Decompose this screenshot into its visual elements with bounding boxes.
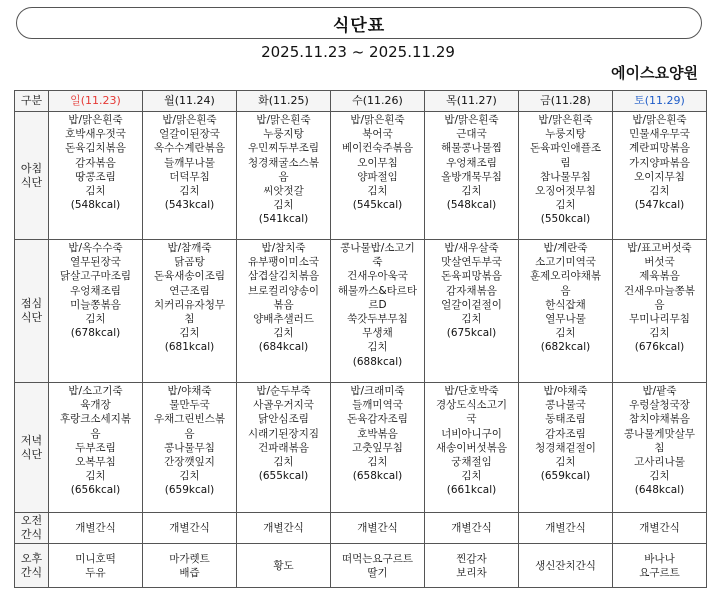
menu-line: (550kcal) — [540, 213, 591, 226]
menu-cell — [613, 240, 707, 383]
menu-cell — [237, 112, 331, 240]
menu-line: 해물콩나물찜 — [441, 142, 502, 155]
menu-line: 치커리유자청무 — [153, 298, 225, 311]
menu-line: (655kcal) — [258, 470, 309, 483]
menu-line: (648kcal) — [634, 484, 685, 497]
menu-line: 국 — [466, 413, 477, 426]
menu-cell — [331, 112, 425, 240]
menu-line: 연근조림 — [169, 284, 210, 297]
menu-line: 식단 — [20, 175, 43, 189]
day-header: 목(11.27) — [425, 91, 519, 112]
menu-line: 김치 — [461, 185, 482, 198]
menu-line: (656kcal) — [70, 484, 121, 497]
menu-line: 오후 — [20, 551, 43, 565]
menu-line: 무미나리무침 — [629, 313, 690, 326]
menu-line: 밥/참깨죽 — [167, 242, 212, 254]
menu-line: (658kcal) — [352, 470, 403, 483]
menu-line: 참나물무침 — [540, 170, 591, 183]
menu-cell — [49, 513, 143, 544]
dinner-row — [15, 383, 707, 513]
menu-line: 김치 — [649, 185, 670, 198]
header-category: 구분 — [15, 91, 49, 112]
menu-line: 무생채 — [362, 327, 393, 340]
menu-line: 오복무침 — [75, 456, 116, 469]
menu-line: 돈육파인애플조 — [529, 142, 601, 155]
row-label — [15, 240, 49, 383]
menu-line: 호박새우젓국 — [65, 128, 126, 141]
menu-line: 얼갈이겉절이 — [441, 298, 502, 311]
menu-line: 우엉채조림 — [446, 156, 497, 169]
menu-line: 개별간식 — [639, 522, 680, 535]
menu-line: (675kcal) — [446, 327, 497, 340]
menu-line: (682kcal) — [540, 341, 591, 354]
menu-line: 찐감자 — [456, 552, 487, 565]
menu-line: (661kcal) — [446, 484, 497, 497]
menu-cell — [519, 513, 613, 544]
menu-line: 닭살고구마조림 — [59, 270, 131, 283]
menu-line: 후랑크소세지볶 — [59, 413, 131, 426]
menu-cell — [613, 544, 707, 588]
menu-cell — [331, 544, 425, 588]
menu-cell — [143, 544, 237, 588]
menu-line: 음 — [654, 298, 665, 311]
menu-line: (548kcal) — [446, 199, 497, 212]
menu-line: 양파절임 — [357, 170, 398, 183]
menu-line: 딸기 — [367, 567, 388, 579]
menu-line: 돈육새송이조림 — [153, 270, 225, 283]
menu-line: 밥/참치죽 — [261, 242, 306, 254]
menu-line: 해물까스&타르타 — [337, 284, 418, 297]
menu-cell — [613, 112, 707, 240]
day-header: 금(11.28) — [519, 91, 613, 112]
menu-line: 배즙 — [179, 567, 200, 579]
menu-line: 밥/표고버섯죽 — [627, 242, 692, 254]
breakfast-row — [15, 112, 707, 240]
row-label — [15, 544, 49, 588]
menu-line: 콩나물게맛살무 — [623, 427, 695, 440]
menu-line: 한식잡채 — [545, 298, 586, 311]
menu-line: 열무나물 — [545, 313, 586, 326]
menu-line: 민물새우무국 — [629, 128, 690, 141]
menu-line: 밥/크래미죽 — [350, 385, 405, 397]
menu-line: 양배추샐러드 — [253, 313, 314, 326]
menu-line: 밥/옥수수죽 — [68, 242, 123, 254]
menu-line: 새송이버섯볶음 — [435, 441, 507, 454]
menu-line: (659kcal) — [164, 484, 215, 497]
menu-line: 북어국 — [362, 128, 393, 141]
row-label — [15, 513, 49, 544]
menu-line: 김치 — [555, 327, 576, 340]
menu-line: 르D — [368, 298, 387, 311]
menu-cell — [143, 240, 237, 383]
menu-line: (545kcal) — [352, 199, 403, 212]
date-range: 2025.11.23 ~ 2025.11.29 — [261, 43, 455, 61]
menu-line: 계란피망볶음 — [629, 142, 690, 155]
menu-cell — [237, 513, 331, 544]
day-header: 수(11.26) — [331, 91, 425, 112]
menu-line: 감자볶음 — [75, 156, 116, 169]
menu-line: 김치 — [85, 313, 106, 326]
day-header: 토(11.29) — [613, 91, 707, 112]
menu-line: 사골우거지국 — [253, 399, 314, 412]
menu-line: 밥/맑은흰죽 — [162, 114, 217, 126]
menu-line: 미늘쫑볶음 — [70, 298, 121, 311]
menu-line: 시래기된장지짐 — [247, 427, 319, 440]
header-row — [15, 91, 707, 112]
menu-line: 개별간식 — [75, 522, 116, 535]
menu-line: 땅콩조림 — [75, 170, 116, 183]
menu-line: (541kcal) — [258, 213, 309, 226]
menu-line: 얼갈이된장국 — [159, 128, 220, 141]
menu-line: 밥/맑은흰죽 — [350, 114, 405, 126]
menu-line: 개별간식 — [169, 522, 210, 535]
menu-title: 식단표 — [16, 7, 702, 39]
menu-cell — [425, 383, 519, 513]
menu-line: 황도 — [273, 559, 294, 572]
menu-cell — [143, 513, 237, 544]
menu-cell — [237, 544, 331, 588]
menu-line: 건새우마늘쫑볶 — [623, 284, 695, 297]
menu-cell — [49, 544, 143, 588]
menu-line: 콩나물무침 — [164, 441, 215, 454]
menu-line: 김치 — [85, 470, 106, 483]
menu-line: 볶음 — [273, 298, 294, 311]
menu-line: 씨앗젓갈 — [263, 185, 304, 198]
menu-cell — [519, 383, 613, 513]
menu-line: 식단 — [20, 447, 43, 461]
menu-cell — [519, 544, 613, 588]
menu-line: 돈육감자조림 — [347, 413, 408, 426]
menu-line: 궁채절임 — [451, 456, 492, 469]
menu-line: 밥/야채죽 — [167, 385, 212, 397]
menu-line: (543kcal) — [164, 199, 215, 212]
menu-line: 돈육피망볶음 — [441, 270, 502, 283]
menu-line: 참치야채볶음 — [629, 413, 690, 426]
menu-line: 베이컨숙주볶음 — [341, 142, 413, 155]
menu-line: 근대국 — [456, 128, 487, 141]
menu-line: 건새우아욱국 — [347, 270, 408, 283]
menu-line: 오이무침 — [357, 156, 398, 169]
menu-line: 개별간식 — [451, 522, 492, 535]
menu-line: 음 — [90, 427, 101, 440]
menu-cell — [331, 383, 425, 513]
menu-line: 침 — [184, 313, 195, 326]
menu-cell — [425, 240, 519, 383]
menu-line: 림 — [560, 156, 571, 169]
menu-line: 건파래볶음 — [258, 441, 309, 454]
menu-cell — [237, 383, 331, 513]
menu-line: 간장깻잎지 — [164, 456, 215, 469]
menu-line: 우엉채조림 — [70, 284, 121, 297]
day-header: 화(11.25) — [237, 91, 331, 112]
menu-line: 김치 — [179, 470, 200, 483]
menu-line: 밥/단호박죽 — [444, 385, 499, 397]
menu-line: 밥/맑은흰죽 — [538, 114, 593, 126]
menu-line: 두부조림 — [75, 441, 116, 454]
menu-line: (659kcal) — [540, 470, 591, 483]
menu-line: 보리차 — [456, 567, 487, 579]
menu-line: 오이지무침 — [634, 170, 685, 183]
menu-line: 청경채겉절이 — [535, 441, 596, 454]
menu-line: 김치 — [461, 470, 482, 483]
menu-line: 올방개묵무침 — [441, 170, 502, 183]
afternoon-snack-row — [15, 544, 707, 588]
organization-name: 에이스요양원 — [611, 64, 698, 82]
menu-line: 경상도식소고기 — [435, 399, 507, 412]
menu-cell — [613, 513, 707, 544]
menu-line: 유부팽이미소국 — [247, 256, 319, 269]
menu-cell — [143, 383, 237, 513]
menu-cell — [613, 383, 707, 513]
menu-line: 쑥갓두부무침 — [347, 313, 408, 326]
menu-line: 아침 — [20, 161, 43, 175]
menu-cell — [331, 513, 425, 544]
menu-line: 김치 — [461, 313, 482, 326]
menu-line: 밥/순두부죽 — [256, 385, 311, 397]
menu-line: 마가렛트 — [169, 552, 210, 565]
menu-line: 동태조림 — [545, 413, 586, 426]
menu-line: 저녁 — [20, 433, 43, 447]
menu-cell — [519, 112, 613, 240]
menu-line: 김치 — [179, 185, 200, 198]
menu-cell — [425, 544, 519, 588]
menu-line: 고사리나물 — [634, 456, 685, 469]
menu-cell — [49, 383, 143, 513]
menu-cell — [143, 112, 237, 240]
menu-line: 김치 — [367, 341, 388, 354]
menu-line: 닭곰탕 — [174, 256, 205, 269]
menu-line: 밥/맑은흰죽 — [256, 114, 311, 126]
menu-line: 김치 — [85, 185, 106, 198]
menu-line: 고춧잎무침 — [352, 441, 403, 454]
menu-line: 제육볶음 — [639, 270, 680, 283]
menu-line: 개별간식 — [357, 522, 398, 535]
menu-line: 밥/새우살죽 — [444, 242, 499, 254]
menu-line: 식단 — [20, 311, 43, 324]
menu-line: 콩나물밥/소고기 — [340, 242, 415, 254]
menu-line: 누룽지탕 — [545, 128, 586, 141]
menu-line: 밥/맑은흰죽 — [444, 114, 499, 126]
menu-line: 김치 — [555, 199, 576, 212]
menu-line: 밥/팥죽 — [642, 385, 677, 397]
menu-line: 버섯국 — [644, 256, 675, 269]
menu-line: 우렁살청국장 — [629, 399, 690, 412]
menu-line: (678kcal) — [70, 327, 121, 340]
menu-line: 김치 — [649, 327, 670, 340]
day-header: 일(11.23) — [49, 91, 143, 112]
menu-line: 열무된장국 — [70, 256, 121, 269]
menu-line: 물만두국 — [169, 399, 210, 412]
menu-line: 김치 — [649, 470, 670, 483]
menu-line: 두유 — [85, 567, 106, 579]
menu-line: 밥/소고기죽 — [68, 385, 123, 397]
menu-line: 우민찌두부조림 — [247, 142, 319, 155]
menu-line: 점심 — [20, 297, 43, 310]
menu-cell — [237, 240, 331, 383]
menu-line: 밥/야채죽 — [543, 385, 588, 397]
menu-line: 더덕무침 — [169, 170, 210, 183]
menu-cell — [519, 240, 613, 383]
menu-line: 감자조림 — [545, 427, 586, 440]
menu-line: 우채그린빈스볶 — [153, 413, 225, 426]
menu-line: 김치 — [273, 456, 294, 469]
menu-line: 삼겹살김치볶음 — [247, 270, 319, 283]
menu-line: (676kcal) — [634, 341, 685, 354]
lunch-row — [15, 240, 707, 383]
menu-cell — [425, 513, 519, 544]
day-header: 월(11.24) — [143, 91, 237, 112]
menu-cell — [49, 240, 143, 383]
menu-cell — [425, 112, 519, 240]
menu-line: 들깨미역국 — [352, 399, 403, 412]
menu-line: 김치 — [367, 185, 388, 198]
menu-line: 간식 — [20, 565, 43, 579]
menu-line: 가지양파볶음 — [629, 156, 690, 169]
menu-line: 브로컬리양송이 — [247, 284, 319, 297]
menu-line: 누룽지탕 — [263, 128, 304, 141]
menu-line: 오전 — [20, 514, 43, 527]
menu-line: 침 — [654, 441, 665, 454]
menu-line: (684kcal) — [258, 341, 309, 354]
menu-line: 밥/맑은흰죽 — [632, 114, 687, 126]
menu-line: 개별간식 — [263, 522, 304, 535]
menu-line: 청경채굴소스볶 — [247, 156, 319, 169]
menu-line: (547kcal) — [634, 199, 685, 212]
menu-line: 떠먹는요구르트 — [341, 552, 413, 565]
menu-line: 옥수수계란볶음 — [153, 142, 225, 155]
morning-snack-row — [15, 513, 707, 544]
menu-line: 죽 — [372, 256, 383, 269]
menu-line: 김치 — [179, 327, 200, 340]
menu-line: 미니호떡 — [75, 552, 116, 565]
menu-line: 간식 — [20, 528, 43, 541]
menu-line: 훈제오리야채볶 — [529, 270, 601, 283]
menu-line: 육개장 — [80, 399, 111, 412]
row-label — [15, 383, 49, 513]
menu-line: 소고기미역국 — [535, 256, 596, 269]
menu-line: 음 — [278, 170, 289, 183]
menu-line: 밥/맑은흰죽 — [68, 114, 123, 126]
menu-line: 생신잔치간식 — [535, 559, 596, 572]
menu-line: 바나나 — [644, 552, 675, 565]
menu-line: (681kcal) — [164, 341, 215, 354]
menu-line: 호박볶음 — [357, 427, 398, 440]
menu-line: (688kcal) — [352, 355, 403, 368]
menu-line: 음 — [560, 284, 571, 297]
menu-line: 김치 — [273, 327, 294, 340]
menu-line: 오징어젓무침 — [535, 185, 596, 198]
menu-line: 들깨무나물 — [164, 156, 215, 169]
menu-line: (548kcal) — [70, 199, 121, 212]
menu-cell — [331, 240, 425, 383]
menu-line: 김치 — [555, 456, 576, 469]
menu-table — [14, 90, 707, 588]
menu-line: 김치 — [273, 199, 294, 212]
menu-line: 맛살연두부국 — [441, 256, 502, 269]
menu-cell — [49, 112, 143, 240]
menu-line: 콩나물국 — [545, 399, 586, 412]
menu-line: 닭안심조림 — [258, 413, 309, 426]
menu-line: 김치 — [367, 456, 388, 469]
menu-line: 돈육김치볶음 — [65, 142, 126, 155]
menu-line: 개별간식 — [545, 522, 586, 535]
menu-line: 밥/계란죽 — [543, 242, 588, 254]
menu-line: 음 — [184, 427, 195, 440]
menu-line: 너비아니구이 — [441, 427, 502, 440]
row-label — [15, 112, 49, 240]
menu-line: 요구르트 — [639, 567, 680, 579]
menu-line: 감자채볶음 — [446, 284, 497, 297]
